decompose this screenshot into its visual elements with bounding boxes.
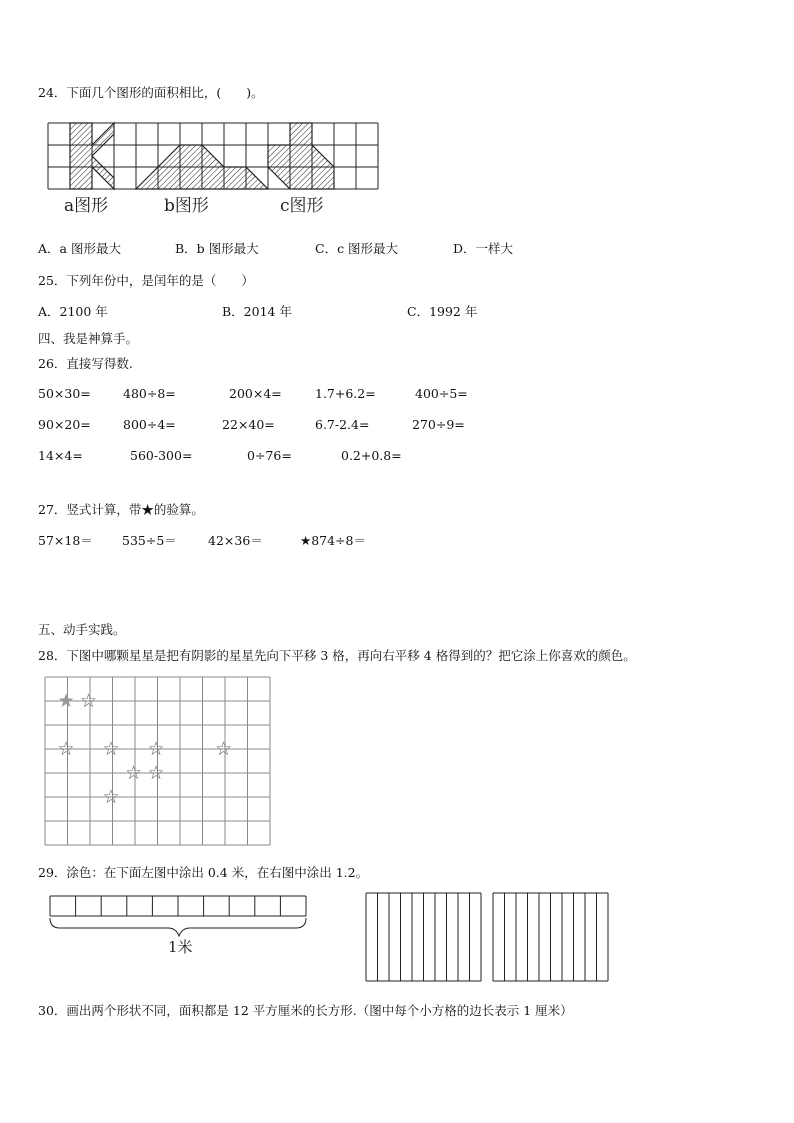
figure-label-b: b图形: [164, 196, 209, 216]
q29-bar-squares: [366, 893, 611, 983]
q24-option-b: B．b 图形最大: [175, 241, 259, 256]
star-icon: ☆: [102, 786, 120, 808]
star-icon: ☆: [80, 690, 98, 712]
star-icon: ☆: [57, 738, 75, 760]
ruler-label: 1米: [168, 938, 193, 956]
section-4-heading: 四、我是神算手。: [38, 331, 139, 346]
q26-item: 270÷9=: [412, 417, 465, 432]
q26-item: 0÷76=: [247, 448, 292, 463]
q26-item: 400÷5=: [415, 386, 468, 401]
q27-stem: 27．竖式计算，带★的验算。: [38, 502, 204, 517]
q29-ruler-strip: [50, 896, 310, 956]
figure-label-c: c图形: [280, 196, 324, 216]
shape-c: [268, 123, 334, 189]
q26-item: 560-300=: [130, 448, 193, 463]
q26-item: 0.2+0.8=: [341, 448, 402, 463]
q27-item: 42×36＝: [208, 533, 263, 548]
shaded-star-icon: ★: [57, 690, 75, 712]
q24-area-figure: [48, 123, 384, 218]
q24-option-a: A．a 图形最大: [38, 241, 121, 256]
section-5-heading: 五、动手实践。: [38, 622, 126, 637]
q26-item: 22×40=: [222, 417, 275, 432]
q26-item: 1.7+6.2=: [315, 386, 376, 401]
q25-stem: 25．下列年份中，是闰年的是（ ）: [38, 273, 254, 288]
figure-label-a: a图形: [64, 196, 109, 216]
q27-item: 535÷5＝: [122, 533, 177, 548]
q25-option-a: A．2100 年: [38, 304, 108, 319]
q24-stem: 24．下面几个图形的面积相比，( )。: [38, 85, 264, 100]
q24-option-d: D．一样大: [453, 241, 514, 256]
q27-item: 57×18＝: [38, 533, 93, 548]
shape-a: [70, 123, 114, 189]
q26-item: 90×20=: [38, 417, 91, 432]
star-icon: ☆: [147, 762, 165, 784]
q26-stem: 26．直接写得数.: [38, 356, 133, 371]
q25-option-b: B．2014 年: [222, 304, 292, 319]
star-icon: ☆: [215, 738, 233, 760]
q26-item: 200×4=: [229, 386, 282, 401]
star-icon: ☆: [125, 762, 143, 784]
q26-item: 6.7-2.4=: [315, 417, 370, 432]
q30-stem: 30．画出两个形状不同，面积都是 12 平方厘米的长方形.（图中每个小方格的边长表示 1 厘米）: [38, 1003, 573, 1018]
q28-stem: 28．下图中哪颗星星是把有阴影的星星先向下平移 3 格，再向右平移 4 格得到的？把它涂上你喜欢的颜色。: [38, 648, 636, 663]
star-icon: ☆: [102, 738, 120, 760]
q27-item: ★874÷8＝: [300, 533, 366, 548]
q26-item: 480÷8=: [123, 386, 176, 401]
q26-item: 14×4=: [38, 448, 83, 463]
q26-item: 800÷4=: [123, 417, 176, 432]
q26-item: 50×30=: [38, 386, 91, 401]
q25-option-c: C．1992 年: [407, 304, 478, 319]
q28-star-grid: [45, 677, 271, 847]
q24-option-c: C．c 图形最大: [315, 241, 399, 256]
star-icon: ☆: [147, 738, 165, 760]
q29-stem: 29．涂色：在下面左图中涂出 0.4 米，在右图中涂出 1.2。: [38, 865, 369, 880]
